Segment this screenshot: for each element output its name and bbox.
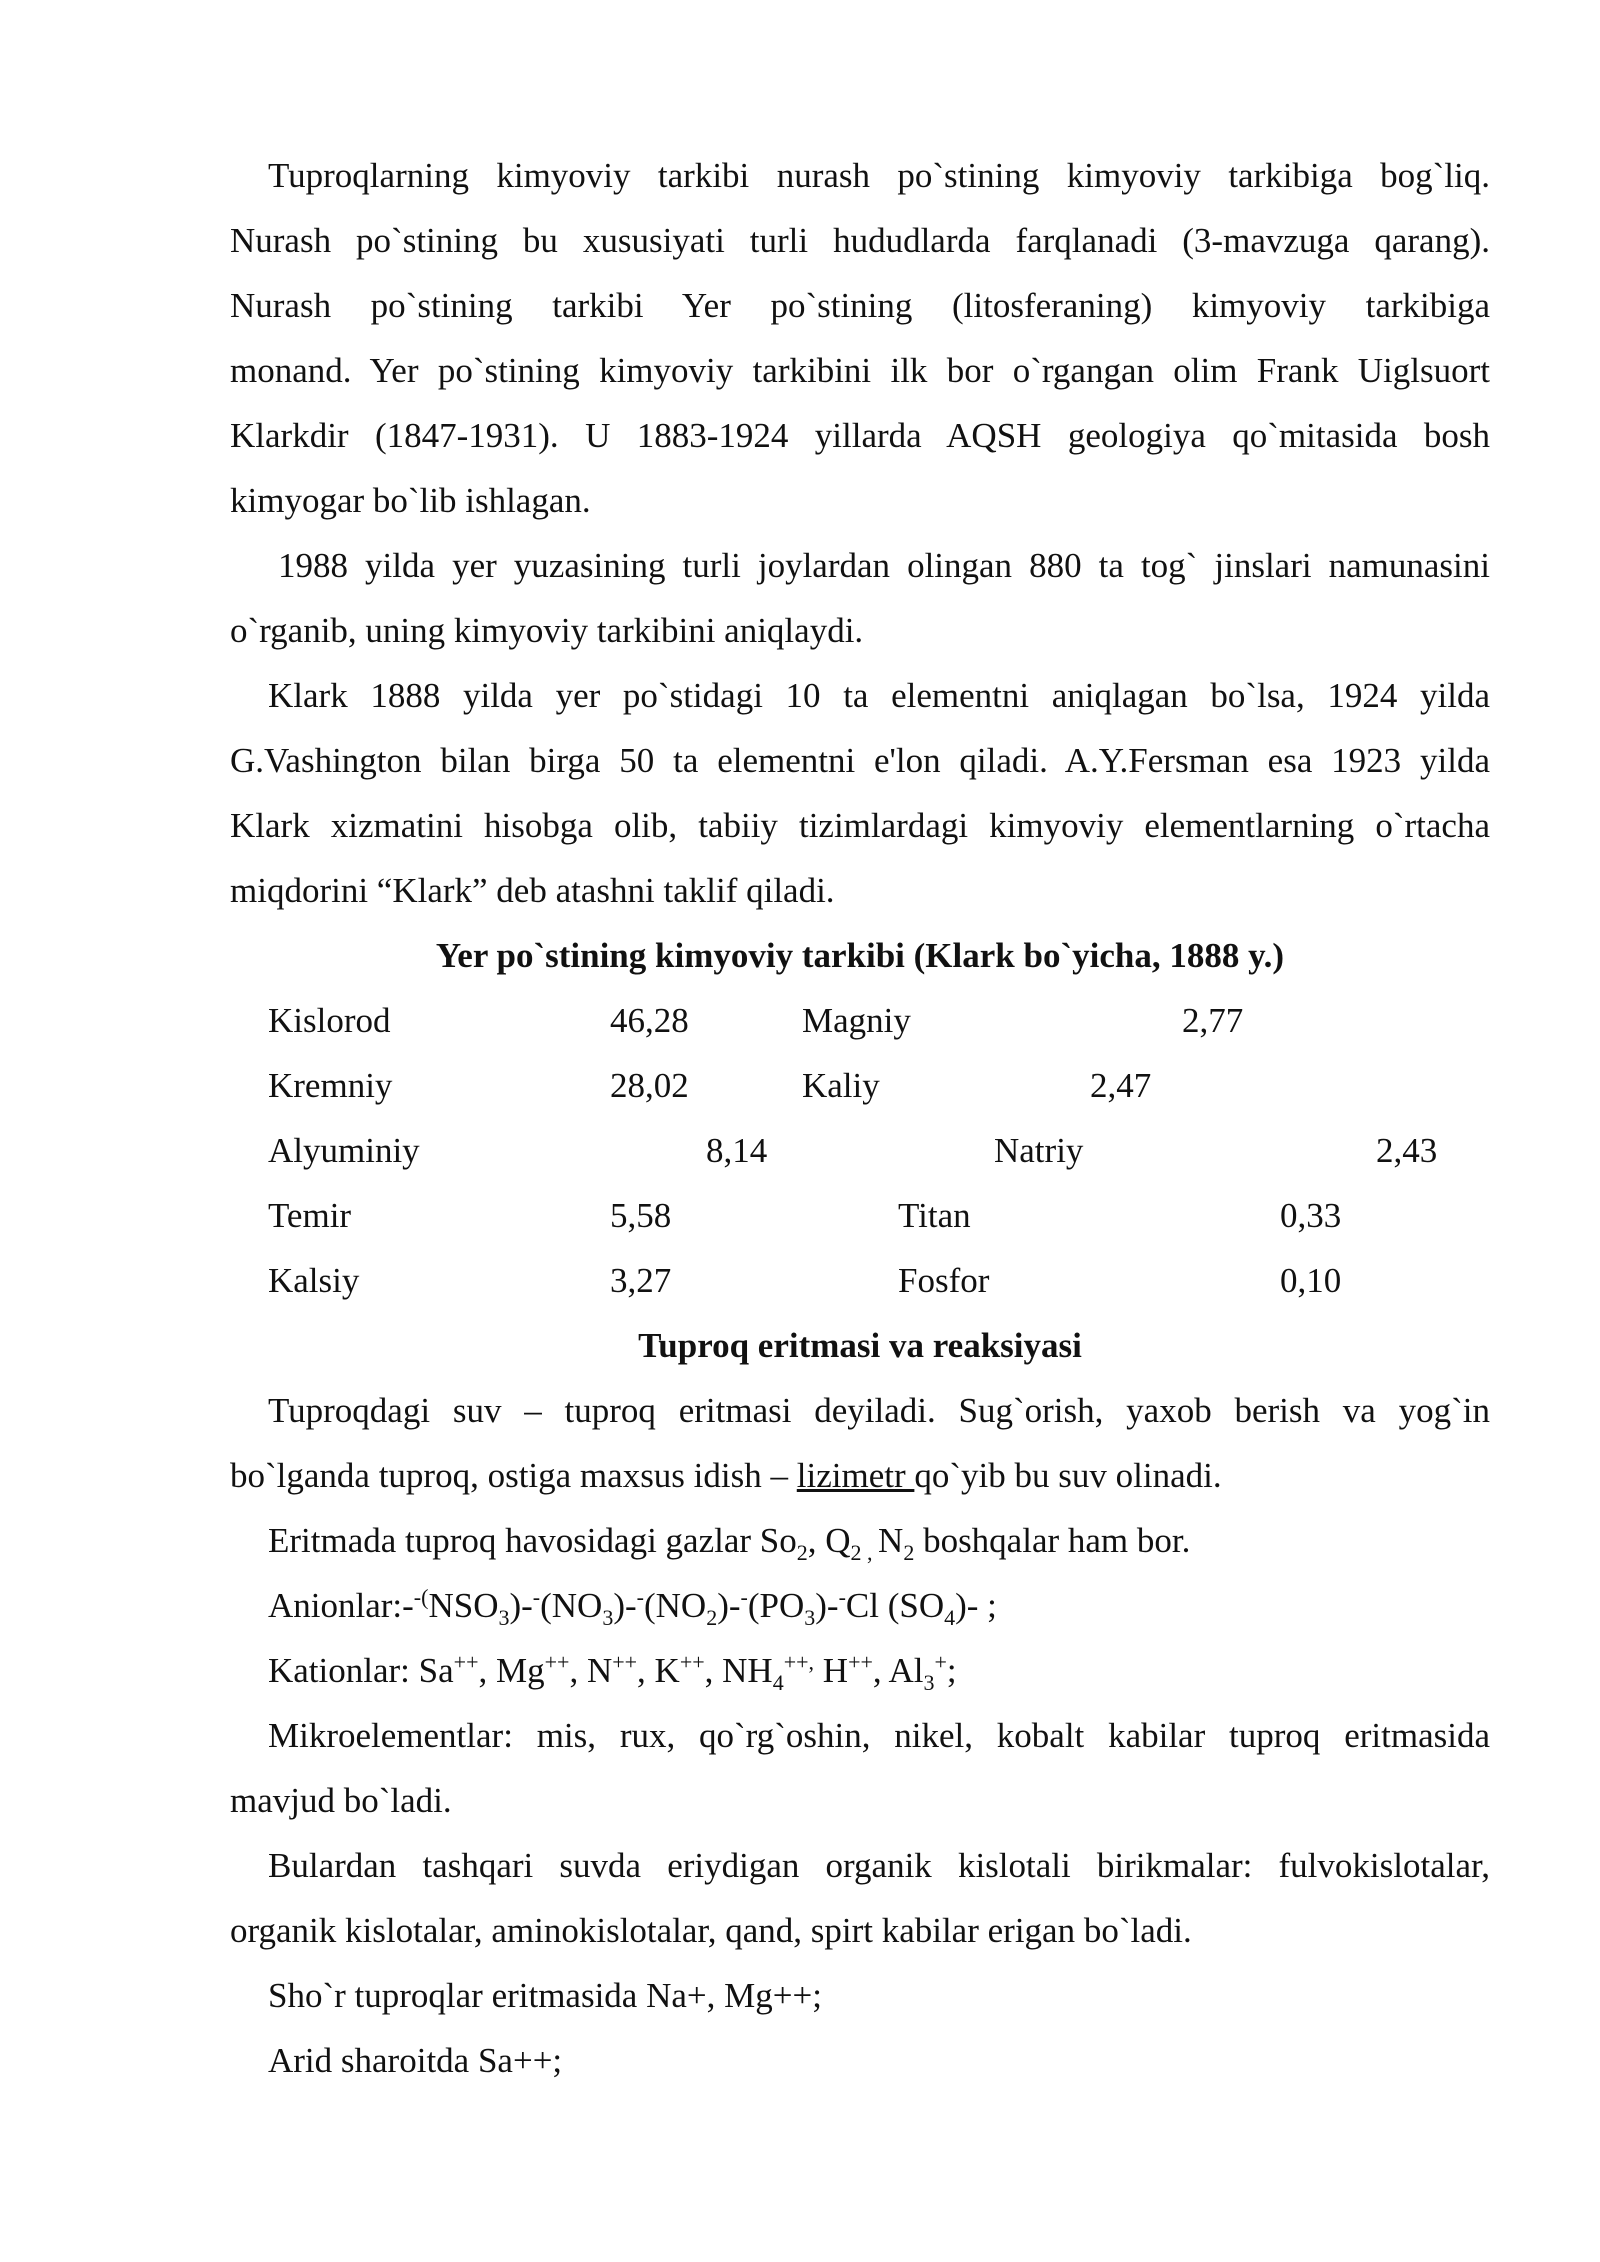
formula-text: , K <box>637 1651 680 1690</box>
superscript: ++ <box>453 1649 479 1675</box>
gases-text: , Q <box>807 1521 851 1560</box>
subscript: 3 <box>804 1605 816 1630</box>
table-cell-value: 8,14 <box>706 1131 768 1170</box>
paragraph-5-line-1: Mikroelementlar: mis, rux, qo`rg`oshin, nikel, kobalt kabilar tuproq eritmasida <box>268 1716 1490 1755</box>
paragraph-1-line-6: kimyogar bo`lib ishlagan. <box>230 481 591 520</box>
formula-text: Cl (SO <box>845 1586 945 1625</box>
table-cell-value: 28,02 <box>610 1066 689 1105</box>
anions-label: Anionlar:- <box>268 1586 414 1625</box>
paragraph-4-line-2 <box>230 1443 1490 1508</box>
formula-text: , NH <box>704 1651 773 1690</box>
gases-line <box>268 1508 1490 1573</box>
formula-text: )- <box>815 1586 839 1625</box>
paragraph-4-text-end: qo`yib bu suv olinadi. <box>914 1456 1222 1495</box>
superscript: ++ <box>612 1649 638 1675</box>
paragraph-1-line-2: Nurash po`stining bu xususiyati turli hududlarda farqlanadi (3-mavzuga qarang). <box>230 221 1490 260</box>
paragraph-6-line-2: organik kislotalar, aminokislotalar, qand, spirt kabilar erigan bo`ladi. <box>230 1911 1192 1950</box>
table-cell-value: 46,28 <box>610 1001 689 1040</box>
formula-text: , Mg <box>478 1651 545 1690</box>
subscript: 2 <box>796 1540 808 1565</box>
formula-text: (NO <box>643 1586 707 1625</box>
salty-soils-line: Sho`r tuproqlar eritmasida Na+, Mg++; <box>268 1976 822 2015</box>
formula-text: H <box>814 1651 849 1690</box>
formula-text: , Al <box>872 1651 924 1690</box>
paragraph-6-line-1: Bulardan tashqari suvda eriydigan organik kislotali birikmalar: fulvokislotalar, <box>268 1846 1490 1885</box>
formula-text: , N <box>569 1651 613 1690</box>
table-title: Yer po`stining kimyoviy tarkibi (Klark bo`yicha, 1888 y.) <box>435 936 1285 975</box>
table-cell-value: 2,43 <box>1376 1131 1438 1170</box>
subscript: 3 <box>602 1605 614 1630</box>
formula-text: )- <box>613 1586 637 1625</box>
table-cell-element: Temir <box>268 1196 352 1235</box>
table-cell-element: Kaliy <box>802 1066 880 1105</box>
paragraph-4-text: bo`lganda tuproq, ostiga maxsus idish – <box>230 1456 797 1495</box>
subscript: 2 , <box>850 1540 879 1565</box>
table-cell-element: Titan <box>898 1196 971 1235</box>
formula-text: NSO <box>428 1586 499 1625</box>
subscript: 2 <box>903 1540 915 1565</box>
subscript: 2 <box>706 1605 718 1630</box>
formula-text: (NO <box>540 1586 603 1625</box>
subscript: 3 <box>923 1670 935 1695</box>
superscript: + <box>934 1649 947 1675</box>
arid-line: Arid sharoitda Sa++; <box>268 2041 563 2080</box>
superscript: ++, <box>783 1649 815 1675</box>
table-cell-value: 2,77 <box>1182 1001 1244 1040</box>
table-cell-value: 3,27 <box>610 1261 672 1300</box>
subscript: 3 <box>498 1605 510 1630</box>
paragraph-3-line-1: Klark 1888 yilda yer po`stidagi 10 ta elementni aniqlagan bo`lsa, 1924 yilda <box>268 676 1490 715</box>
superscript: - <box>740 1584 748 1610</box>
section-title: Tuproq eritmasi va reaksiyasi <box>638 1326 1082 1365</box>
superscript: - <box>532 1584 541 1610</box>
formula-text: )- <box>717 1586 741 1625</box>
table-cell-value: 5,58 <box>610 1196 672 1235</box>
paragraph-1-line-4: monand. Yer po`stining kimyoviy tarkibini ilk bor o`rgangan olim Frank Uiglsuort <box>230 351 1490 390</box>
table-cell-element: Kalsiy <box>268 1261 360 1300</box>
paragraph-3-line-4: miqdorini “Klark” deb atashni taklif qiladi. <box>230 871 835 910</box>
superscript: - <box>636 1584 644 1610</box>
paragraph-3-line-2: G.Vashington bilan birga 50 ta elementni e'lon qiladi. A.Y.Fersman esa 1923 yilda <box>230 741 1490 780</box>
paragraph-1-line-1: Tuproqlarning kimyoviy tarkibi nurash po`stining kimyoviy tarkibiga bog`liq. <box>268 156 1490 195</box>
table-cell-value: 2,47 <box>1090 1066 1152 1105</box>
table-cell-value: 0,10 <box>1280 1261 1342 1300</box>
table-cell-element: Kremniy <box>268 1066 393 1105</box>
table-cell-element: Kislorod <box>268 1001 391 1040</box>
paragraph-3-line-3: Klark xizmatini hisobga olib, tabiiy tizimlardagi kimyoviy elementlarning o`rtacha <box>230 806 1490 845</box>
formula-text: ; <box>946 1651 957 1690</box>
gases-text: N <box>878 1521 904 1560</box>
paragraph-2-line-2: o`rganib, uning kimyoviy tarkibini aniqlaydi. <box>230 611 864 650</box>
table-cell-value: 0,33 <box>1280 1196 1342 1235</box>
gases-text: boshqalar ham bor. <box>914 1521 1191 1560</box>
superscript: ++ <box>544 1649 570 1675</box>
formula-text: (PO <box>747 1586 805 1625</box>
paragraph-5-line-2: mavjud bo`ladi. <box>230 1781 452 1820</box>
subscript: 4 <box>944 1605 956 1630</box>
lizimetr-term: lizimetr <box>796 1456 915 1495</box>
formula-text: )- ; <box>955 1586 997 1625</box>
table-cell-element: Fosfor <box>898 1261 990 1300</box>
paragraph-2-line-1: 1988 yilda yer yuzasining turli joylardan olingan 880 ta tog` jinslari namunasini <box>278 546 1490 585</box>
cations-label: Kationlar: Sa <box>268 1651 454 1690</box>
superscript: -( <box>413 1584 429 1610</box>
superscript: - <box>838 1584 846 1610</box>
paragraph-1-line-3: Nurash po`stining tarkibi Yer po`stining (litosferaning) kimyoviy tarkibiga <box>230 286 1490 325</box>
anions-line <box>268 1573 1490 1638</box>
table-cell-element: Natriy <box>994 1131 1084 1170</box>
superscript: ++ <box>848 1649 873 1675</box>
table-cell-element: Magniy <box>802 1001 911 1040</box>
paragraph-4-line-1: Tuproqdagi suv – tuproq eritmasi deyiladi. Sug`orish, yaxob berish va yog`in <box>268 1391 1490 1430</box>
paragraph-1-line-5: Klarkdir (1847-1931). U 1883-1924 yillarda AQSH geologiya qo`mitasida bosh <box>230 416 1490 455</box>
cations-line <box>268 1638 1490 1703</box>
gases-text: Eritmada tuproq havosidagi gazlar So <box>268 1521 797 1560</box>
superscript: ++ <box>679 1649 705 1675</box>
formula-text: )- <box>509 1586 533 1625</box>
subscript: 4 <box>772 1670 784 1695</box>
table-cell-element: Alyuminiy <box>268 1131 420 1170</box>
